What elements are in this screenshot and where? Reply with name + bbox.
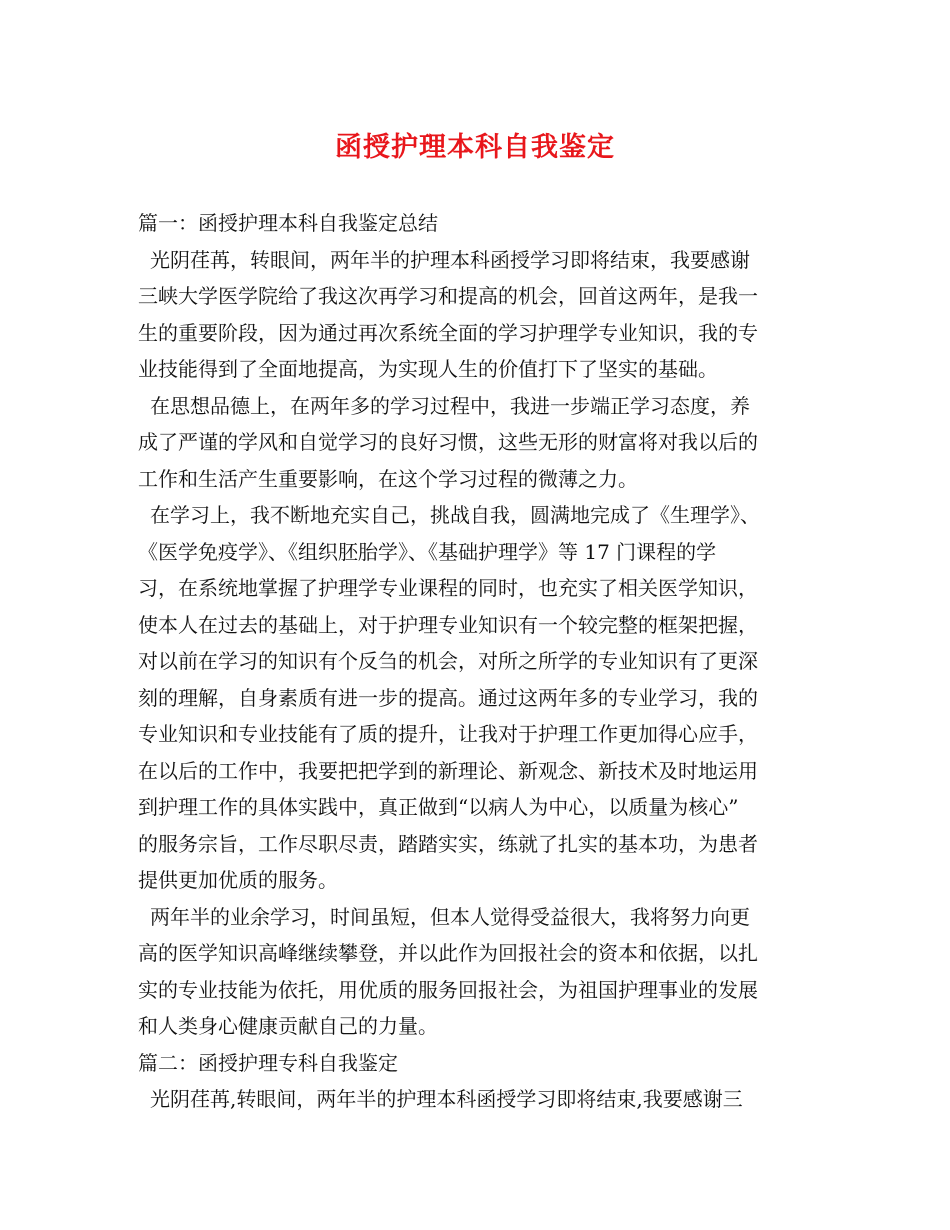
paragraph-line: 刻的理解，自身素质有进一步的提高。通过这两年多的专业学习，我的 <box>138 685 758 710</box>
paragraph-line: 对以前在学习的知识有个反刍的机会，对所之所学的专业知识有了更深 <box>138 649 758 673</box>
paragraph-line: 成了严谨的学风和自觉学习的良好习惯，这些无形的财富将对我以后的 <box>138 430 758 454</box>
paragraph-line: 在以后的工作中，我要把把学到的新理论、新观念、新技术及时地运用 <box>138 758 758 783</box>
paragraph-line: 《医学免疫学》、《组织胚胎学》、《基础护理学》等 17 门课程的学 <box>138 539 717 564</box>
paragraph-line: 在学习上，我不断地充实自己，挑战自我，圆满地完成了《生理学》、 <box>150 503 760 527</box>
paragraph-line: 在思想品德上，在两年多的学习过程中，我进一步端正学习态度，养 <box>150 393 750 418</box>
paragraph-line: 使本人在过去的基础上，对于护理专业知识有一个较完整的框架把握， <box>138 612 758 637</box>
paragraph-line: 工作和生活产生重要影响，在这个学习过程的微薄之力。 <box>138 466 638 491</box>
paragraph-line: 业技能得到了全面地提高，为实现人生的价值打下了坚实的基础。 <box>138 357 718 381</box>
paragraph-line: 两年半的业余学习，时间虽短，但本人觉得受益很大，我将努力向更 <box>150 904 750 929</box>
paragraph-line: 的服务宗旨，工作尽职尽责，踏踏实实，练就了扎实的基本功，为患者 <box>138 831 758 856</box>
paragraph-line: 到护理工作的具体实践中，真正做到“以病人为中心，以质量为核心” <box>138 795 739 819</box>
paragraph-line: 专业知识和专业技能有了质的提升，让我对于护理工作更加得心应手， <box>138 722 758 746</box>
section-heading-1: 篇一：函授护理本科自我鉴定总结 <box>138 211 438 235</box>
section-heading-2: 篇二：函授护理专科自我鉴定 <box>138 1050 398 1075</box>
paragraph-line: 光阴荏苒,转眼间，两年半的护理本科函授学习即将结束,我要感谢三 <box>150 1087 743 1111</box>
paragraph-line: 和人类身心健康贡献自己的力量。 <box>138 1014 438 1038</box>
document-title: 函授护理本科自我鉴定 <box>335 132 615 163</box>
paragraph-line: 提供更加优质的服务。 <box>138 868 338 892</box>
paragraph-line: 高的医学知识高峰继续攀登，并以此作为回报社会的资本和依据，以扎 <box>138 941 758 965</box>
paragraph-line: 生的重要阶段，因为通过再次系统全面的学习护理学专业知识，我的专 <box>138 320 758 345</box>
document-body <box>138 205 838 1118</box>
paragraph-line: 实的专业技能为依托，用优质的服务回报社会，为祖国护理事业的发展 <box>138 977 758 1002</box>
paragraph-line: 习，在系统地掌握了护理学专业课程的同时，也充实了相关医学知识， <box>138 576 758 600</box>
paragraph-line: 三峡大学医学院给了我这次再学习和提高的机会，回首这两年，是我一 <box>138 284 758 308</box>
paragraph-line: 光阴荏苒，转眼间，两年半的护理本科函授学习即将结束，我要感谢 <box>150 247 750 272</box>
